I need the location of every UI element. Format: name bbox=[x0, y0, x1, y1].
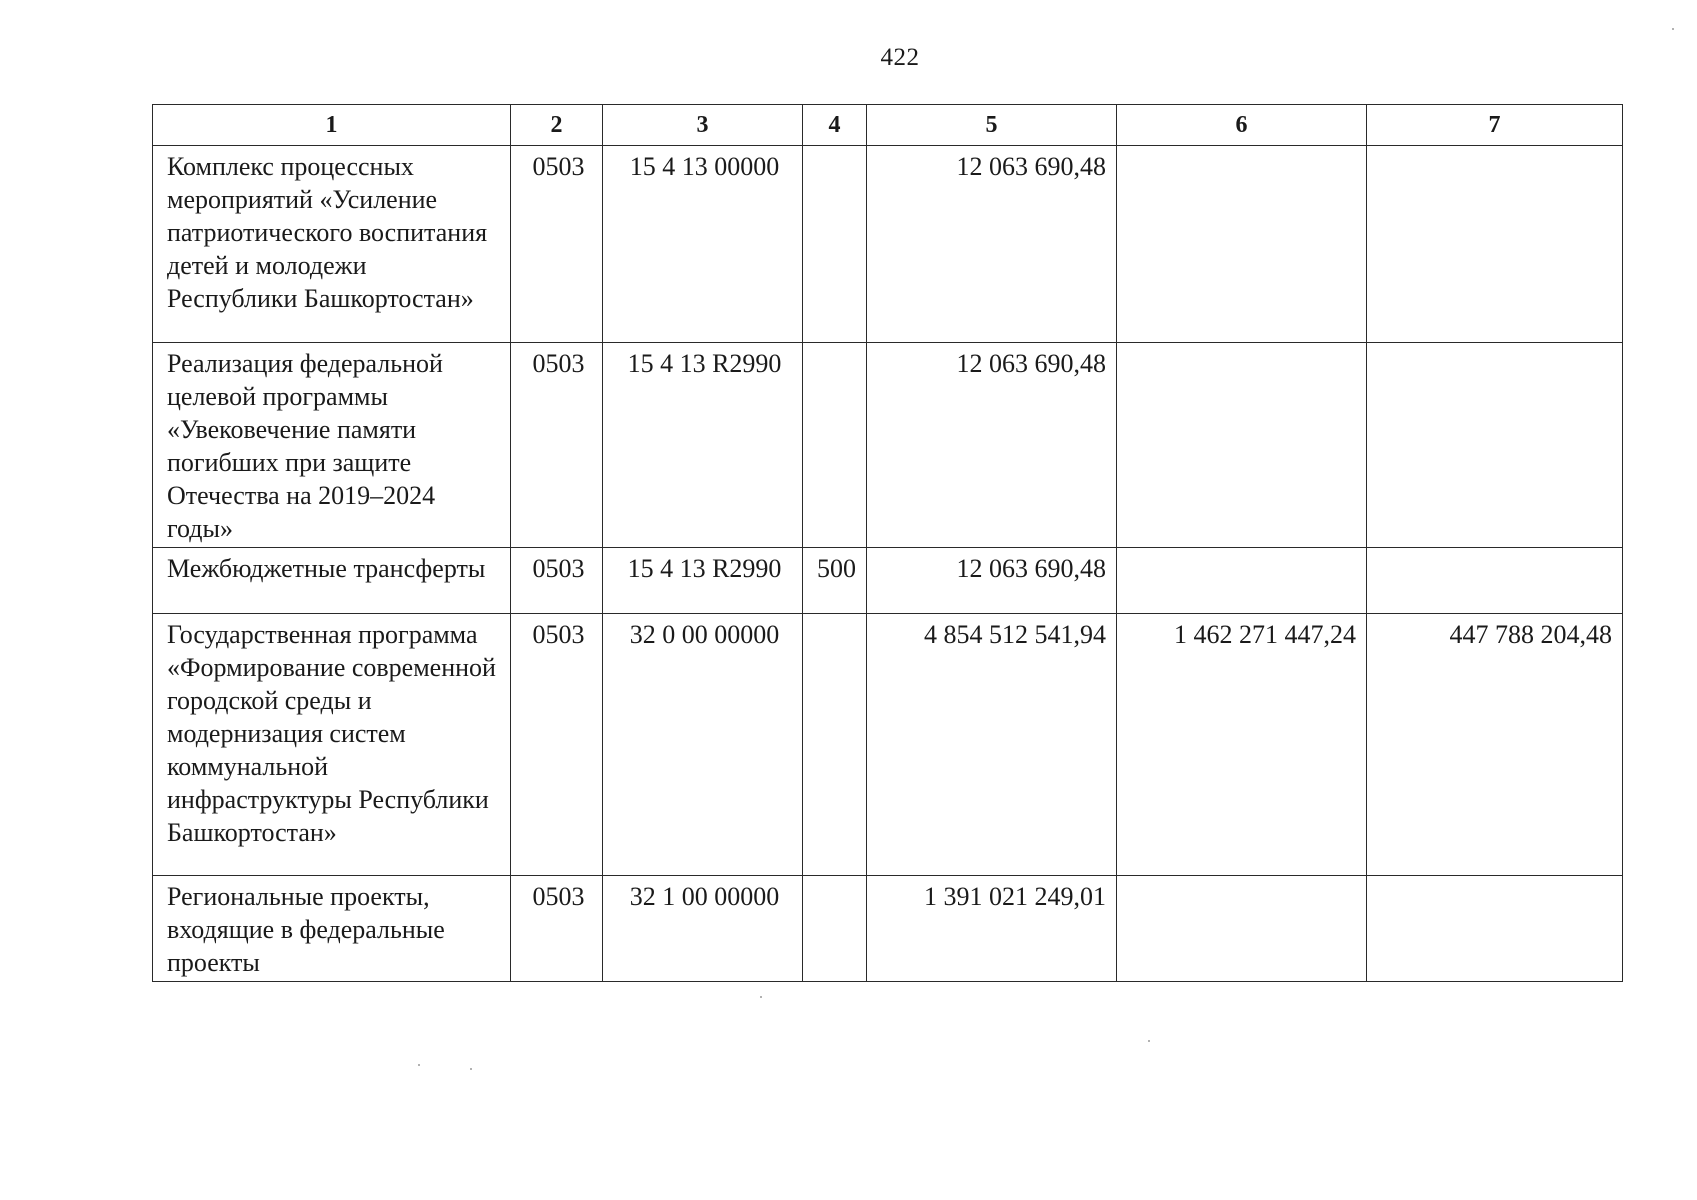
row-name: Государственная программа «Формирование современной городской среды и модернизация систем коммунальной инфраструктуры Республики Башкортостан» bbox=[153, 614, 511, 876]
amount-col-6 bbox=[1117, 876, 1367, 982]
amount-col-7 bbox=[1367, 548, 1623, 614]
amount-col-7: 447 788 204,48 bbox=[1367, 614, 1623, 876]
scan-speck bbox=[1672, 28, 1674, 30]
column-header-4: 4 bbox=[803, 105, 867, 146]
row-name: Реализация федеральной целевой программы «Увековечение памяти погибших при защите Отечества на 2019–2024 годы» bbox=[153, 343, 511, 548]
column-header-7: 7 bbox=[1367, 105, 1623, 146]
section-code: 0503 bbox=[511, 614, 603, 876]
table-row bbox=[153, 876, 1623, 982]
table-row bbox=[153, 343, 1623, 548]
scan-speck bbox=[470, 1068, 472, 1070]
amount-col-7 bbox=[1367, 146, 1623, 343]
column-header-3: 3 bbox=[603, 105, 803, 146]
target-article-code: 32 0 00 00000 bbox=[603, 614, 803, 876]
section-code: 0503 bbox=[511, 876, 603, 982]
expense-type-code bbox=[803, 146, 867, 343]
target-article-code: 15 4 13 00000 bbox=[603, 146, 803, 343]
scan-speck bbox=[1148, 1040, 1150, 1042]
expense-type-code bbox=[803, 876, 867, 982]
amount-col-6: 1 462 271 447,24 bbox=[1117, 614, 1367, 876]
table-row bbox=[153, 548, 1623, 614]
amount-col-5: 12 063 690,48 bbox=[867, 343, 1117, 548]
table-row bbox=[153, 614, 1623, 876]
budget-table bbox=[152, 104, 1623, 982]
amount-col-6 bbox=[1117, 548, 1367, 614]
amount-col-6 bbox=[1117, 343, 1367, 548]
section-code: 0503 bbox=[511, 548, 603, 614]
column-header-5: 5 bbox=[867, 105, 1117, 146]
row-name: Межбюджетные трансферты bbox=[153, 548, 511, 614]
amount-col-7 bbox=[1367, 876, 1623, 982]
column-header-6: 6 bbox=[1117, 105, 1367, 146]
amount-col-5: 12 063 690,48 bbox=[867, 146, 1117, 343]
amount-col-5: 4 854 512 541,94 bbox=[867, 614, 1117, 876]
scan-speck bbox=[418, 1064, 420, 1066]
section-code: 0503 bbox=[511, 343, 603, 548]
expense-type-code bbox=[803, 343, 867, 548]
row-name: Региональные проекты, входящие в федеральные проекты bbox=[153, 876, 511, 982]
target-article-code: 15 4 13 R2990 bbox=[603, 343, 803, 548]
scan-speck bbox=[760, 996, 762, 998]
expense-type-code: 500 bbox=[803, 548, 867, 614]
row-name: Комплекс процессных мероприятий «Усиление патриотического воспитания детей и молодежи Республики Башкортостан» bbox=[153, 146, 511, 343]
page-number: 422 bbox=[880, 44, 920, 71]
amount-col-5: 1 391 021 249,01 bbox=[867, 876, 1117, 982]
column-header-1: 1 bbox=[153, 105, 511, 146]
target-article-code: 32 1 00 00000 bbox=[603, 876, 803, 982]
target-article-code: 15 4 13 R2990 bbox=[603, 548, 803, 614]
table-row bbox=[153, 146, 1623, 343]
column-header-2: 2 bbox=[511, 105, 603, 146]
section-code: 0503 bbox=[511, 146, 603, 343]
amount-col-5: 12 063 690,48 bbox=[867, 548, 1117, 614]
table-header-row bbox=[153, 105, 1623, 146]
amount-col-6 bbox=[1117, 146, 1367, 343]
expense-type-code bbox=[803, 614, 867, 876]
amount-col-7 bbox=[1367, 343, 1623, 548]
